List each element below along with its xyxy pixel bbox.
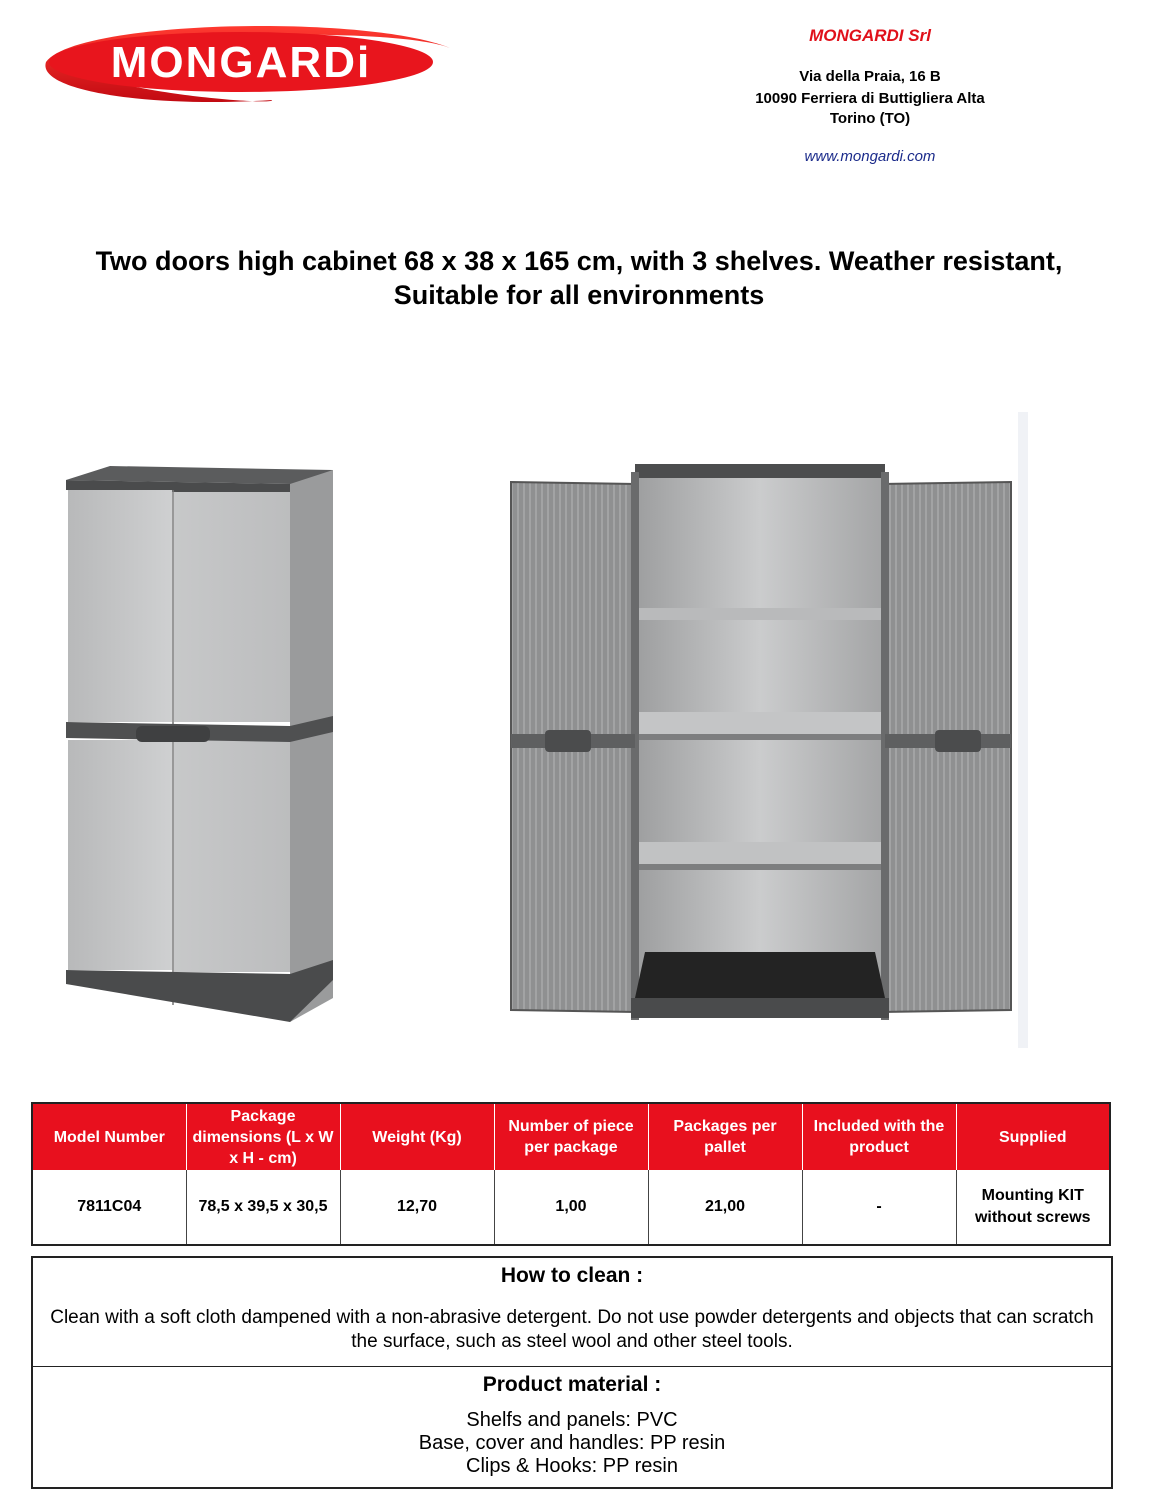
col-pieces-per-package: Number of piece per package	[494, 1103, 648, 1170]
cleaning-heading: How to clean :	[500, 1264, 644, 1287]
cell-model-number: 7811C04	[32, 1170, 186, 1245]
cell-supplied: Mounting KIT without screws	[956, 1170, 1110, 1245]
address-line: Torino (TO)	[829, 110, 911, 127]
material-section	[31, 1366, 1113, 1489]
address-line: 10090 Ferriera di Buttigliera Alta	[755, 90, 985, 107]
cleaning-section	[31, 1256, 1113, 1367]
spec-table-header-row	[32, 1103, 1110, 1170]
cell-packages-per-pallet: 21,00	[648, 1170, 802, 1245]
logo-text: MONGARDi	[110, 38, 372, 87]
mongardi-logo	[36, 22, 456, 102]
col-packages-per-pallet: Packages per pallet	[648, 1103, 802, 1170]
col-included: Included with the product	[802, 1103, 956, 1170]
material-line: Clips & Hooks: PP resin	[466, 1455, 678, 1477]
col-model-number: Model Number	[32, 1103, 186, 1170]
cell-included: -	[802, 1170, 956, 1245]
spec-table	[31, 1102, 1111, 1246]
material-heading: Product material :	[482, 1373, 662, 1396]
product-title: Two doors high cabinet 68 x 38 x 165 cm, with 3 shelves. Weather resistant, Suitable for all environments	[95, 246, 1063, 310]
website-link[interactable]: www.mongardi.com	[804, 148, 936, 165]
company-name: MONGARDI Srl	[809, 26, 931, 45]
cell-package-dimensions: 78,5 x 39,5 x 30,5	[186, 1170, 340, 1245]
table-row	[32, 1170, 1110, 1245]
closed-cabinet-photo	[58, 460, 348, 1030]
col-package-dimensions: Package dimensions (L x W x H - cm)	[186, 1103, 340, 1170]
material-line: Shelfs and panels: PVC	[466, 1409, 678, 1431]
open-cabinet-photo	[505, 412, 1030, 1052]
cell-pieces-per-package: 1,00	[494, 1170, 648, 1245]
cell-weight: 12,70	[340, 1170, 494, 1245]
material-line: Base, cover and handles: PP resin	[418, 1432, 726, 1454]
col-supplied: Supplied	[956, 1103, 1110, 1170]
address-line: Via della Praia, 16 B	[799, 68, 941, 85]
col-weight: Weight (Kg)	[340, 1103, 494, 1170]
cleaning-text: Clean with a soft cloth dampened with a non-abrasive detergent. Do not use powder detergents and objects that can scratch the surface, such as steel wool and other steel tools.	[50, 1307, 1094, 1352]
